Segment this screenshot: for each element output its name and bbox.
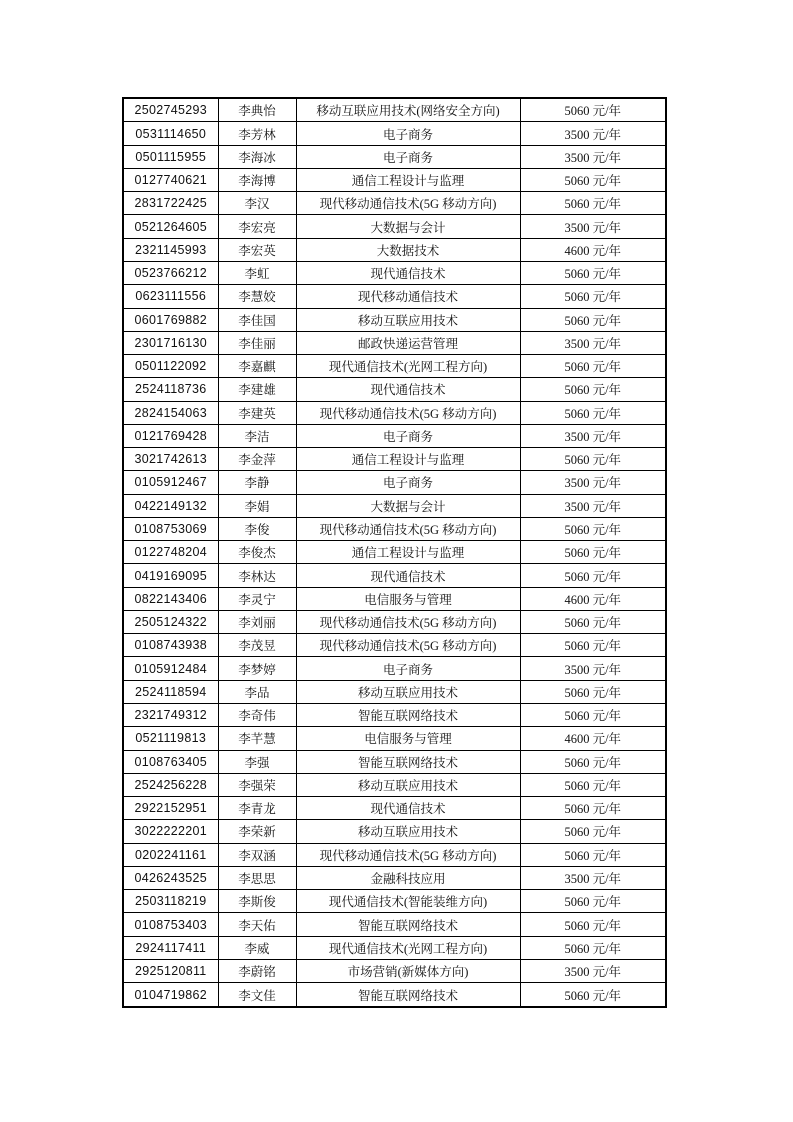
student-id-cell: 2524118594	[123, 680, 218, 703]
student-name-cell: 李茂昱	[218, 634, 296, 657]
student-name-cell: 李海博	[218, 168, 296, 191]
table-row	[123, 797, 666, 820]
table-row	[123, 913, 666, 936]
student-name-cell: 李建雄	[218, 378, 296, 401]
table-row	[123, 261, 666, 284]
table-row	[123, 541, 666, 564]
student-id-cell: 2824154063	[123, 401, 218, 424]
table-row	[123, 168, 666, 191]
student-id-cell: 2831722425	[123, 192, 218, 215]
table-row	[123, 145, 666, 168]
student-name-cell: 李青龙	[218, 797, 296, 820]
student-name-cell: 李强荣	[218, 773, 296, 796]
student-id-cell: 0419169095	[123, 564, 218, 587]
table-row	[123, 215, 666, 238]
student-id-cell: 2321145993	[123, 238, 218, 261]
tuition-fee-cell: 3500 元/年	[520, 959, 666, 982]
student-id-cell: 0523766212	[123, 261, 218, 284]
tuition-fee-cell: 5060 元/年	[520, 378, 666, 401]
student-id-cell: 0422149132	[123, 494, 218, 517]
table-row	[123, 471, 666, 494]
student-id-cell: 0521119813	[123, 727, 218, 750]
table-row	[123, 122, 666, 145]
major-cell: 通信工程设计与监理	[296, 541, 520, 564]
student-id-cell: 0108753403	[123, 913, 218, 936]
major-cell: 市场营销(新媒体方向)	[296, 959, 520, 982]
student-name-cell: 李佳国	[218, 308, 296, 331]
table-row	[123, 680, 666, 703]
student-id-cell: 0105912484	[123, 657, 218, 680]
tuition-fee-cell: 3500 元/年	[520, 471, 666, 494]
student-name-cell: 李俊	[218, 517, 296, 540]
student-name-cell: 李汉	[218, 192, 296, 215]
tuition-fee-cell: 5060 元/年	[520, 843, 666, 866]
student-name-cell: 李芳林	[218, 122, 296, 145]
major-cell: 电子商务	[296, 122, 520, 145]
tuition-fee-cell: 3500 元/年	[520, 215, 666, 238]
student-id-cell: 0623111556	[123, 285, 218, 308]
tuition-fee-cell: 5060 元/年	[520, 98, 666, 122]
major-cell: 现代通信技术	[296, 797, 520, 820]
major-cell: 邮政快递运营管理	[296, 331, 520, 354]
table-row	[123, 587, 666, 610]
student-name-cell: 李海冰	[218, 145, 296, 168]
tuition-fee-cell: 5060 元/年	[520, 890, 666, 913]
major-cell: 现代移动通信技术(5G 移动方向)	[296, 634, 520, 657]
student-name-cell: 李建英	[218, 401, 296, 424]
tuition-fee-cell: 5060 元/年	[520, 517, 666, 540]
tuition-fee-cell: 5060 元/年	[520, 401, 666, 424]
student-id-cell: 2922152951	[123, 797, 218, 820]
student-name-cell: 李嘉麒	[218, 355, 296, 378]
student-name-cell: 李林达	[218, 564, 296, 587]
major-cell: 电子商务	[296, 145, 520, 168]
table-row	[123, 773, 666, 796]
major-cell: 现代通信技术(光网工程方向)	[296, 936, 520, 959]
table-row	[123, 378, 666, 401]
student-name-cell: 李俊杰	[218, 541, 296, 564]
tuition-fee-cell: 5060 元/年	[520, 168, 666, 191]
table-row	[123, 704, 666, 727]
major-cell: 大数据与会计	[296, 215, 520, 238]
table-row	[123, 355, 666, 378]
student-name-cell: 李金萍	[218, 448, 296, 471]
major-cell: 现代移动通信技术(5G 移动方向)	[296, 517, 520, 540]
tuition-fee-cell: 5060 元/年	[520, 704, 666, 727]
student-name-cell: 李荣新	[218, 820, 296, 843]
major-cell: 现代移动通信技术(5G 移动方向)	[296, 401, 520, 424]
major-cell: 电子商务	[296, 424, 520, 447]
major-cell: 现代通信技术(智能装维方向)	[296, 890, 520, 913]
tuition-fee-cell: 3500 元/年	[520, 331, 666, 354]
tuition-fee-cell: 5060 元/年	[520, 773, 666, 796]
major-cell: 电信服务与管理	[296, 587, 520, 610]
major-cell: 现代通信技术(光网工程方向)	[296, 355, 520, 378]
major-cell: 现代移动通信技术	[296, 285, 520, 308]
table-row	[123, 517, 666, 540]
student-name-cell: 李宏亮	[218, 215, 296, 238]
student-admission-table	[122, 97, 667, 1008]
tuition-fee-cell: 5060 元/年	[520, 820, 666, 843]
student-name-cell: 李品	[218, 680, 296, 703]
major-cell: 金融科技应用	[296, 866, 520, 889]
tuition-fee-cell: 5060 元/年	[520, 564, 666, 587]
table-row	[123, 238, 666, 261]
table-row	[123, 727, 666, 750]
student-name-cell: 李斯俊	[218, 890, 296, 913]
student-admission-table-body	[123, 98, 666, 1007]
tuition-fee-cell: 3500 元/年	[520, 866, 666, 889]
tuition-fee-cell: 4600 元/年	[520, 727, 666, 750]
major-cell: 移动互联应用技术	[296, 680, 520, 703]
major-cell: 现代通信技术	[296, 564, 520, 587]
tuition-fee-cell: 5060 元/年	[520, 355, 666, 378]
tuition-fee-cell: 5060 元/年	[520, 750, 666, 773]
tuition-fee-cell: 3500 元/年	[520, 145, 666, 168]
tuition-fee-cell: 5060 元/年	[520, 192, 666, 215]
tuition-fee-cell: 4600 元/年	[520, 238, 666, 261]
student-name-cell: 李奇伟	[218, 704, 296, 727]
tuition-fee-cell: 5060 元/年	[520, 610, 666, 633]
student-name-cell: 李威	[218, 936, 296, 959]
table-row	[123, 308, 666, 331]
student-name-cell: 李思思	[218, 866, 296, 889]
tuition-fee-cell: 4600 元/年	[520, 587, 666, 610]
tuition-fee-cell: 3500 元/年	[520, 494, 666, 517]
tuition-fee-cell: 5060 元/年	[520, 448, 666, 471]
table-row	[123, 634, 666, 657]
student-id-cell: 0822143406	[123, 587, 218, 610]
tuition-fee-cell: 5060 元/年	[520, 308, 666, 331]
major-cell: 现代通信技术	[296, 261, 520, 284]
student-id-cell: 2505124322	[123, 610, 218, 633]
student-id-cell: 0501115955	[123, 145, 218, 168]
student-id-cell: 0202241161	[123, 843, 218, 866]
major-cell: 现代移动通信技术(5G 移动方向)	[296, 192, 520, 215]
major-cell: 通信工程设计与监理	[296, 448, 520, 471]
tuition-fee-cell: 5060 元/年	[520, 913, 666, 936]
student-name-cell: 李娟	[218, 494, 296, 517]
major-cell: 智能互联网络技术	[296, 983, 520, 1007]
student-id-cell: 0127740621	[123, 168, 218, 191]
major-cell: 移动互联应用技术	[296, 820, 520, 843]
major-cell: 现代通信技术	[296, 378, 520, 401]
student-name-cell: 李强	[218, 750, 296, 773]
tuition-fee-cell: 5060 元/年	[520, 541, 666, 564]
student-id-cell: 0108763405	[123, 750, 218, 773]
table-row	[123, 657, 666, 680]
table-row	[123, 98, 666, 122]
table-row	[123, 424, 666, 447]
student-name-cell: 李典怡	[218, 98, 296, 122]
student-id-cell: 2321749312	[123, 704, 218, 727]
table-row	[123, 750, 666, 773]
student-id-cell: 0521264605	[123, 215, 218, 238]
table-row	[123, 192, 666, 215]
student-id-cell: 0426243525	[123, 866, 218, 889]
table-row	[123, 820, 666, 843]
student-id-cell: 2524118736	[123, 378, 218, 401]
tuition-fee-cell: 5060 元/年	[520, 261, 666, 284]
student-name-cell: 李文佳	[218, 983, 296, 1007]
major-cell: 智能互联网络技术	[296, 704, 520, 727]
major-cell: 现代移动通信技术(5G 移动方向)	[296, 610, 520, 633]
major-cell: 大数据技术	[296, 238, 520, 261]
student-name-cell: 李芊慧	[218, 727, 296, 750]
table-row	[123, 331, 666, 354]
tuition-fee-cell: 3500 元/年	[520, 424, 666, 447]
student-id-cell: 0108743938	[123, 634, 218, 657]
student-name-cell: 李虹	[218, 261, 296, 284]
student-name-cell: 李洁	[218, 424, 296, 447]
tuition-fee-cell: 5060 元/年	[520, 936, 666, 959]
table-row	[123, 564, 666, 587]
table-row	[123, 983, 666, 1007]
student-name-cell: 李佳丽	[218, 331, 296, 354]
tuition-fee-cell: 3500 元/年	[520, 657, 666, 680]
student-id-cell: 0104719862	[123, 983, 218, 1007]
major-cell: 现代移动通信技术(5G 移动方向)	[296, 843, 520, 866]
tuition-fee-cell: 5060 元/年	[520, 680, 666, 703]
tuition-fee-cell: 3500 元/年	[520, 122, 666, 145]
major-cell: 移动互联应用技术	[296, 773, 520, 796]
student-id-cell: 2502745293	[123, 98, 218, 122]
student-id-cell: 0105912467	[123, 471, 218, 494]
major-cell: 移动互联应用技术(网络安全方向)	[296, 98, 520, 122]
major-cell: 通信工程设计与监理	[296, 168, 520, 191]
tuition-fee-cell: 5060 元/年	[520, 634, 666, 657]
tuition-fee-cell: 5060 元/年	[520, 797, 666, 820]
student-id-cell: 0108753069	[123, 517, 218, 540]
student-id-cell: 3022222201	[123, 820, 218, 843]
tuition-fee-cell: 5060 元/年	[520, 983, 666, 1007]
major-cell: 智能互联网络技术	[296, 750, 520, 773]
table-row	[123, 610, 666, 633]
table-row	[123, 285, 666, 308]
table-row	[123, 959, 666, 982]
table-row	[123, 401, 666, 424]
student-name-cell: 李静	[218, 471, 296, 494]
student-id-cell: 0122748204	[123, 541, 218, 564]
table-row	[123, 936, 666, 959]
student-name-cell: 李宏英	[218, 238, 296, 261]
student-name-cell: 李蔚铭	[218, 959, 296, 982]
major-cell: 移动互联应用技术	[296, 308, 520, 331]
major-cell: 电子商务	[296, 657, 520, 680]
major-cell: 智能互联网络技术	[296, 913, 520, 936]
major-cell: 电信服务与管理	[296, 727, 520, 750]
student-id-cell: 0121769428	[123, 424, 218, 447]
student-id-cell: 0531114650	[123, 122, 218, 145]
tuition-fee-cell: 5060 元/年	[520, 285, 666, 308]
table-row	[123, 448, 666, 471]
major-cell: 大数据与会计	[296, 494, 520, 517]
student-name-cell: 李慧姣	[218, 285, 296, 308]
student-id-cell: 3021742613	[123, 448, 218, 471]
student-id-cell: 2925120811	[123, 959, 218, 982]
student-id-cell: 2301716130	[123, 331, 218, 354]
student-name-cell: 李刘丽	[218, 610, 296, 633]
student-id-cell: 0601769882	[123, 308, 218, 331]
table-row	[123, 494, 666, 517]
student-name-cell: 李梦婷	[218, 657, 296, 680]
student-id-cell: 2524256228	[123, 773, 218, 796]
student-name-cell: 李双涵	[218, 843, 296, 866]
student-name-cell: 李灵宁	[218, 587, 296, 610]
student-id-cell: 0501122092	[123, 355, 218, 378]
student-id-cell: 2503118219	[123, 890, 218, 913]
student-id-cell: 2924117411	[123, 936, 218, 959]
table-row	[123, 890, 666, 913]
table-row	[123, 843, 666, 866]
student-name-cell: 李天佑	[218, 913, 296, 936]
major-cell: 电子商务	[296, 471, 520, 494]
table-row	[123, 866, 666, 889]
